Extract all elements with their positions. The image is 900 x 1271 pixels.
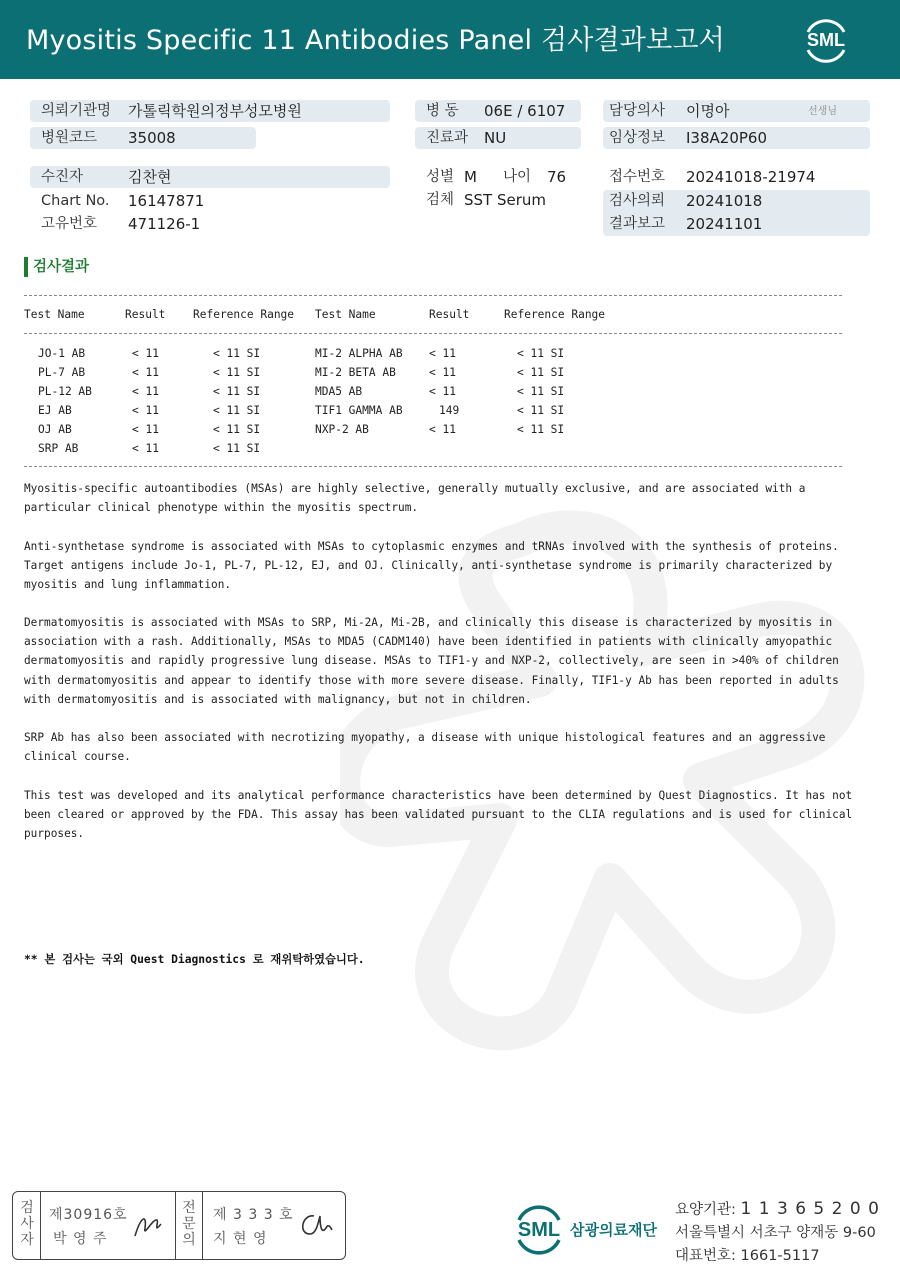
right-row-name: MI-2 ALPHA AB — [315, 347, 403, 360]
right-row-result: 149 — [439, 404, 460, 417]
clinical-value: I38A20P60 — [686, 129, 767, 147]
right-row-name: MI-2 BETA AB — [315, 366, 396, 379]
report-header — [0, 0, 900, 79]
address: 서울특별시 서초구 양재동 9-60 — [675, 1225, 876, 1241]
left-row-result: < 11 — [132, 442, 159, 455]
doctor-value: 이명아 — [686, 102, 730, 120]
table-top-divider — [24, 295, 842, 296]
signature-divider — [202, 1192, 203, 1259]
name-value: 김찬현 — [128, 168, 172, 186]
chart-label: Chart No. — [41, 193, 110, 209]
right-row-name: TIF1 GAMMA AB — [315, 404, 403, 417]
receipt-label: 접수번호 — [609, 169, 666, 185]
left-row-name: PL-12 AB — [38, 385, 92, 398]
svg-text:SML: SML — [517, 1219, 561, 1241]
section-marker — [24, 257, 28, 277]
right-row-result: < 11 — [429, 423, 456, 436]
org-code: 1 1 3 6 5 2 0 0 — [740, 1199, 880, 1219]
receipt-value: 20241018-21974 — [686, 168, 816, 186]
header-result-1: Result — [125, 308, 166, 321]
hospital-code-value: 35008 — [128, 129, 176, 147]
comment-paragraph: SRP Ab has also been associated with necrotizing myopathy, a disease with unique histological features and an aggressive clinical course. — [24, 731, 833, 764]
left-row-ref: < 11 SI — [213, 442, 261, 455]
right-row-name: MDA5 AB — [315, 385, 363, 398]
signer-name-left: 박 영 주 — [53, 1231, 108, 1247]
doctor-label: 담당의사 — [609, 103, 666, 119]
signature-mark-right — [296, 1208, 336, 1242]
signature-box — [12, 1191, 346, 1260]
ward-value: 06E / 6107 — [484, 102, 566, 120]
left-row-ref: < 11 SI — [213, 423, 261, 436]
header-result-2: Result — [429, 308, 470, 321]
doctor-suffix: 선생님 — [808, 106, 837, 117]
specimen-label: 검체 — [426, 192, 455, 208]
org-code-label: 요양기관: — [675, 1202, 736, 1218]
report-date-value: 20241101 — [686, 215, 763, 233]
institution-value: 가톨릭학원의정부성모병원 — [128, 102, 302, 120]
specimen-value: SST Serum — [464, 191, 547, 209]
table-bottom-divider — [24, 466, 842, 467]
report-date-label: 결과보고 — [609, 216, 666, 232]
report-title: Myositis Specific 11 Antibodies Panel 검사결과보고서 — [26, 25, 725, 56]
right-row-ref: < 11 SI — [517, 366, 565, 379]
comment-paragraph: Myositis-specific autoantibodies (MSAs) are highly selective, generally mutually exclusive, and are associated with a particular clinical phenotype within the myositis spectrum. — [24, 482, 813, 515]
left-row-result: < 11 — [132, 404, 159, 417]
left-row-ref: < 11 SI — [213, 385, 261, 398]
left-row-result: < 11 — [132, 366, 159, 379]
header-ref-1: Reference Range — [193, 308, 295, 321]
left-row-ref: < 11 SI — [213, 347, 261, 360]
right-row-result: < 11 — [429, 347, 456, 360]
table-header-divider — [24, 333, 842, 334]
signer-name-right: 지 현 영 — [213, 1231, 268, 1247]
left-row-name: SRP AB — [38, 442, 79, 455]
signer-license-left: 제30916호 — [49, 1207, 128, 1223]
left-row-result: < 11 — [132, 423, 159, 436]
svg-text:SML: SML — [807, 30, 845, 50]
signer-role-right: 전 문 의 — [182, 1200, 196, 1248]
sml-footer-logo — [510, 1200, 568, 1258]
chart-value: 16147871 — [128, 192, 205, 210]
section-title: 검사결과 — [33, 259, 90, 275]
right-row-name: NXP-2 AB — [315, 423, 369, 436]
right-row-ref: < 11 SI — [517, 423, 565, 436]
signature-mark-left — [131, 1210, 167, 1242]
left-row-name: JO-1 AB — [38, 347, 86, 360]
phone-line — [675, 1244, 820, 1265]
institution-label: 의뢰기관명 — [41, 103, 112, 119]
name-label: 수진자 — [41, 169, 84, 185]
sex-label: 성별 — [426, 169, 455, 185]
phone-label: 대표번호: — [675, 1248, 736, 1264]
right-row-ref: < 11 SI — [517, 404, 565, 417]
left-row-ref: < 11 SI — [213, 404, 261, 417]
hospital-code-label: 병원코드 — [41, 130, 98, 146]
ward-label: 병 동 — [426, 103, 459, 119]
phone: 1661-5117 — [740, 1248, 820, 1264]
age-label: 나이 — [503, 169, 532, 185]
dept-value: NU — [484, 129, 507, 147]
header-test-name-1: Test Name — [24, 308, 85, 321]
request-value: 20241018 — [686, 192, 763, 210]
comment-paragraph: Anti-synthetase syndrome is associated with MSAs to cytoplasmic enzymes and tRNAs involved with the synthesis of proteins. Target antigens include Jo-1, PL-7, PL-12, EJ, and OJ. Clinically, anti-synthetase syndrome is primarily characterized by myositis and lung inflammation. — [24, 540, 846, 592]
left-row-result: < 11 — [132, 347, 159, 360]
request-label: 검사의뢰 — [609, 193, 666, 209]
right-row-ref: < 11 SI — [517, 347, 565, 360]
left-row-name: OJ AB — [38, 423, 72, 436]
left-row-name: EJ AB — [38, 404, 72, 417]
comment-paragraph: This test was developed and its analytical performance characteristics have been determined by Quest Diagnostics. It has not been cleared or approved by the FDA. This assay has been validated pursuant to the CLIA regulations and is used for clinical purposes. — [24, 789, 859, 841]
right-row-result: < 11 — [429, 385, 456, 398]
signature-divider — [40, 1192, 41, 1259]
signer-role-left: 검 사 자 — [20, 1200, 34, 1248]
right-row-result: < 11 — [429, 366, 456, 379]
id-value: 471126-1 — [128, 215, 201, 233]
signer-license-right: 제 3 3 3 호 — [213, 1207, 294, 1223]
left-row-name: PL-7 AB — [38, 366, 86, 379]
right-row-ref: < 11 SI — [517, 385, 565, 398]
age-value: 76 — [547, 168, 567, 186]
signature-divider — [175, 1192, 176, 1259]
referral-note: ** 본 검사는 국외 Quest Diagnostics 로 재위탁하였습니다. — [24, 953, 365, 966]
sml-logo — [798, 14, 854, 66]
clinical-label: 임상정보 — [609, 130, 666, 146]
foundation-name: 삼광의료재단 — [570, 1221, 657, 1239]
sex-value: M — [464, 168, 477, 186]
header-test-name-2: Test Name — [315, 308, 376, 321]
header-ref-2: Reference Range — [504, 308, 606, 321]
left-row-result: < 11 — [132, 385, 159, 398]
comment-paragraph: Dermatomyositis is associated with MSAs to SRP, Mi-2A, Mi-2B, and clinically this disease is characterized by myositis in association with a rash. Additionally, MSAs to MDA5 (CADM140) have been identified in patients with clinically amyopathic dermatomyositis and rapidly progressive lung disease. MSAs to TIF1-y and NXP-2, collectively, are seen in >40% of children with dermatomyositis and appear to identify those with more severe disease. Finally, TIF1-y Ab has been reported in adults with dermatomyositis and is associated with malignancy, but not in children. — [24, 616, 846, 706]
name-box — [30, 166, 390, 188]
id-label: 고유번호 — [41, 216, 98, 232]
org-code-line — [675, 1198, 880, 1219]
dept-label: 진료과 — [426, 130, 469, 146]
left-row-ref: < 11 SI — [213, 366, 261, 379]
